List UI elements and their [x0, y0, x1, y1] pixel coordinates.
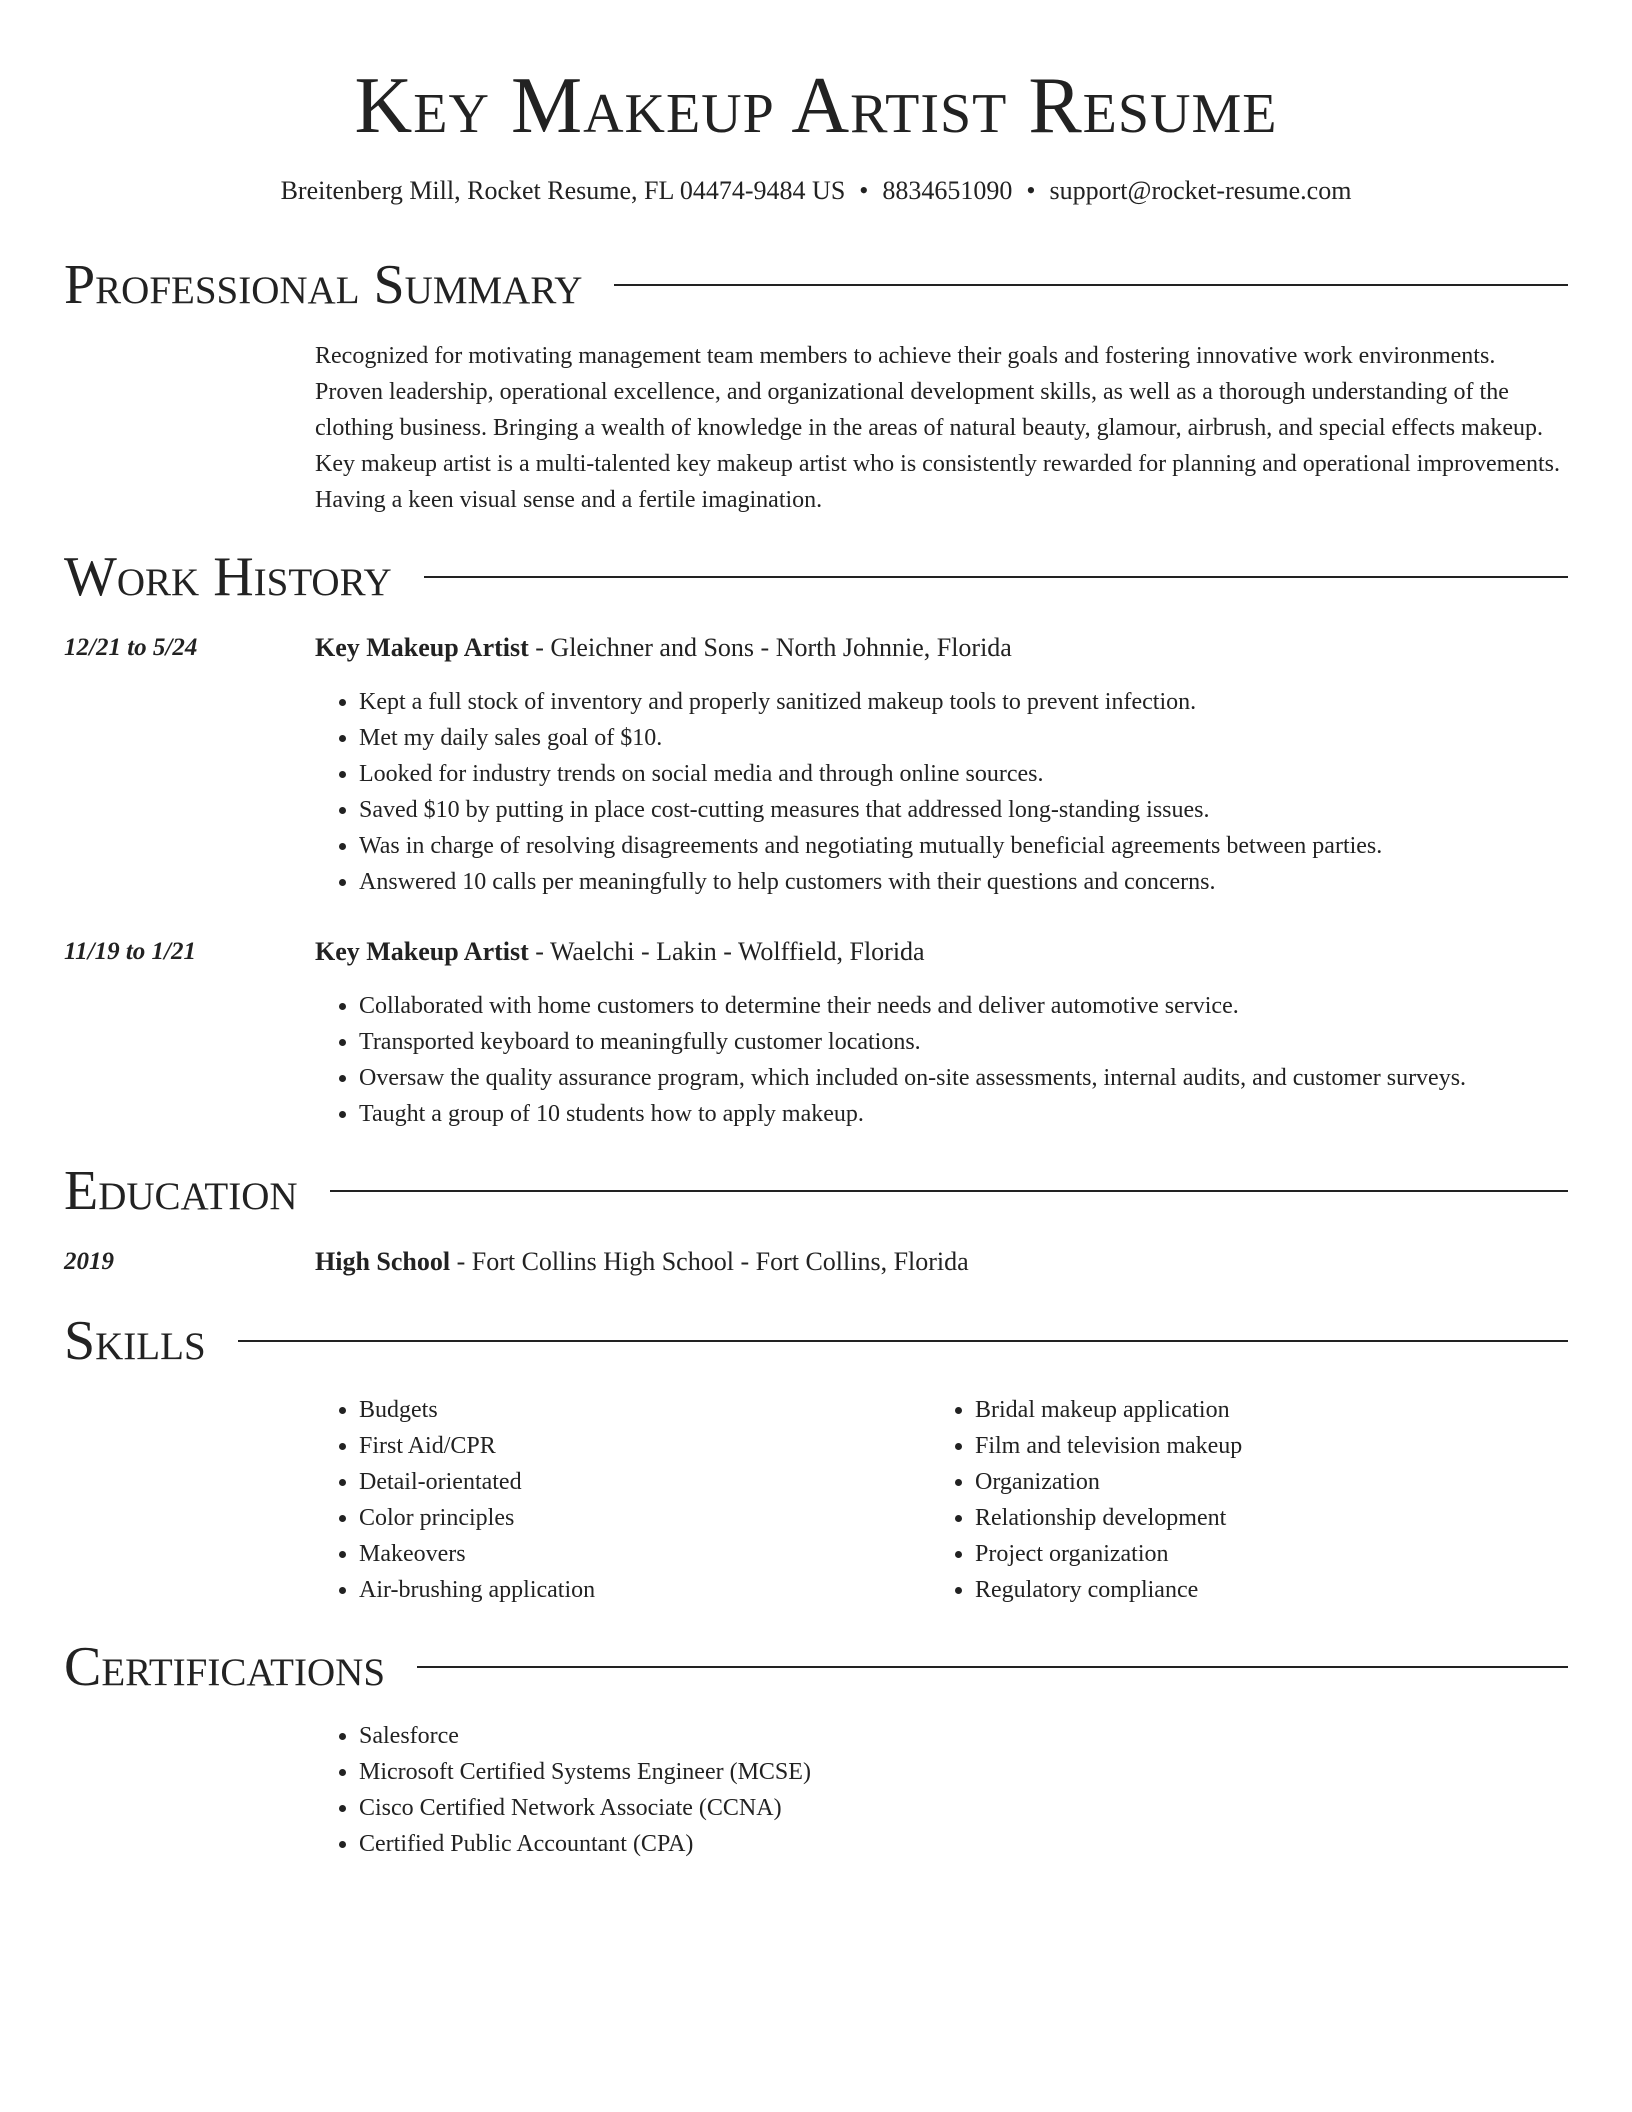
job-dates: 11/19 to 1/21: [64, 938, 196, 965]
skill-item: • First Aid/CPR: [359, 1428, 919, 1464]
skills-list-right: [931, 1392, 1535, 1608]
skill-item: • Organization: [975, 1464, 1535, 1500]
certification-item: • Salesforce: [359, 1718, 1568, 1754]
skills-list-left: [315, 1392, 919, 1608]
section-title: Skills: [64, 1310, 206, 1372]
separator-dot: •: [1026, 176, 1036, 205]
phone: 8834651090: [882, 176, 1013, 205]
skill-item: • Relationship development: [975, 1500, 1535, 1536]
skill-item: • Detail-orientated: [359, 1464, 919, 1500]
section-heading-certifications: [64, 1632, 1568, 1702]
contact-line: [0, 174, 1632, 208]
certification-item: • Cisco Certified Network Associate (CCNA): [359, 1790, 1568, 1826]
job-duties-list: [315, 684, 1568, 900]
list-item: • Kept a full stock of inventory and properly sanitized makeup tools to prevent infection.: [359, 684, 1568, 720]
education-year: 2019: [64, 1248, 114, 1275]
list-item: • Looked for industry trends on social media and through online sources.: [359, 756, 1568, 792]
school: - Fort Collins High School - Fort Collins, Florida: [450, 1247, 969, 1276]
skill-item: • Bridal makeup application: [975, 1392, 1535, 1428]
section-heading-education: [64, 1156, 1568, 1226]
section-title: Education: [64, 1160, 298, 1222]
list-item: • Taught a group of 10 students how to apply makeup.: [359, 1096, 1568, 1132]
section-divider: [614, 284, 1568, 286]
list-item: • Transported keyboard to meaningfully customer locations.: [359, 1024, 1568, 1060]
list-item: • Collaborated with home customers to determine their needs and deliver automotive service.: [359, 988, 1568, 1024]
skill-item: • Project organization: [975, 1536, 1535, 1572]
skill-item: • Regulatory compliance: [975, 1572, 1535, 1608]
section-heading-work-history: [64, 542, 1568, 612]
education-entry: [315, 1244, 1568, 1280]
section-divider: [330, 1190, 1568, 1192]
list-item: • Was in charge of resolving disagreements and negotiating mutually beneficial agreements between parties.: [359, 828, 1568, 864]
job-role: Key Makeup Artist: [315, 937, 529, 966]
skill-item: • Budgets: [359, 1392, 919, 1428]
section-heading-summary: [64, 250, 1568, 320]
section-divider: [417, 1666, 1568, 1668]
section-heading-skills: [64, 1306, 1568, 1376]
job-title: [315, 934, 1568, 970]
job-employer: - Gleichner and Sons - North Johnnie, Florida: [528, 633, 1012, 662]
list-item: • Met my daily sales goal of $10.: [359, 720, 1568, 756]
list-item: • Saved $10 by putting in place cost-cutting measures that addressed long-standing issues.: [359, 792, 1568, 828]
section-title: Certifications: [64, 1636, 386, 1698]
resume-title: Key Makeup Artist Resume: [354, 62, 1278, 150]
summary-text: Recognized for motivating management team members to achieve their goals and fostering innovative work environments. Proven leadership, operational excellence, and organizational development skills, as well as a thorough understanding of the clothing business. Bringing a wealth of knowledge in the areas of natural beauty, glamour, airbrush, and special effects makeup. Key makeup artist is a multi-talented key makeup artist who is consistently rewarded for planning and operational improvements. Having a keen visual sense and a fertile imagination.: [315, 343, 1560, 513]
job-title: [315, 630, 1568, 666]
section-divider: [238, 1340, 1568, 1342]
list-item: • Answered 10 calls per meaningfully to help customers with their questions and concerns.: [359, 864, 1568, 900]
degree: High School: [315, 1247, 451, 1276]
certification-item: • Certified Public Accountant (CPA): [359, 1826, 1568, 1862]
list-item: • Oversaw the quality assurance program, which included on-site assessments, internal audits, and customer surveys.: [359, 1060, 1568, 1096]
job-duties-list: [315, 988, 1568, 1132]
job-role: Key Makeup Artist: [315, 633, 529, 662]
job-employer: - Waelchi - Lakin - Wolffield, Florida: [528, 937, 925, 966]
section-title: Professional Summary: [64, 254, 583, 316]
skill-item: • Color principles: [359, 1500, 919, 1536]
certifications-list: [315, 1718, 1568, 1862]
separator-dot: •: [859, 176, 869, 205]
address: Breitenberg Mill, Rocket Resume, FL 04474-9484 US: [280, 176, 846, 205]
job-dates: 12/21 to 5/24: [64, 634, 198, 661]
skill-item: • Makeovers: [359, 1536, 919, 1572]
certification-item: • Microsoft Certified Systems Engineer (MCSE): [359, 1754, 1568, 1790]
skill-item: • Film and television makeup: [975, 1428, 1535, 1464]
email: support@rocket-resume.com: [1049, 176, 1352, 205]
section-title: Work History: [64, 546, 392, 608]
section-divider: [424, 576, 1568, 578]
skill-item: • Air-brushing application: [359, 1572, 919, 1608]
